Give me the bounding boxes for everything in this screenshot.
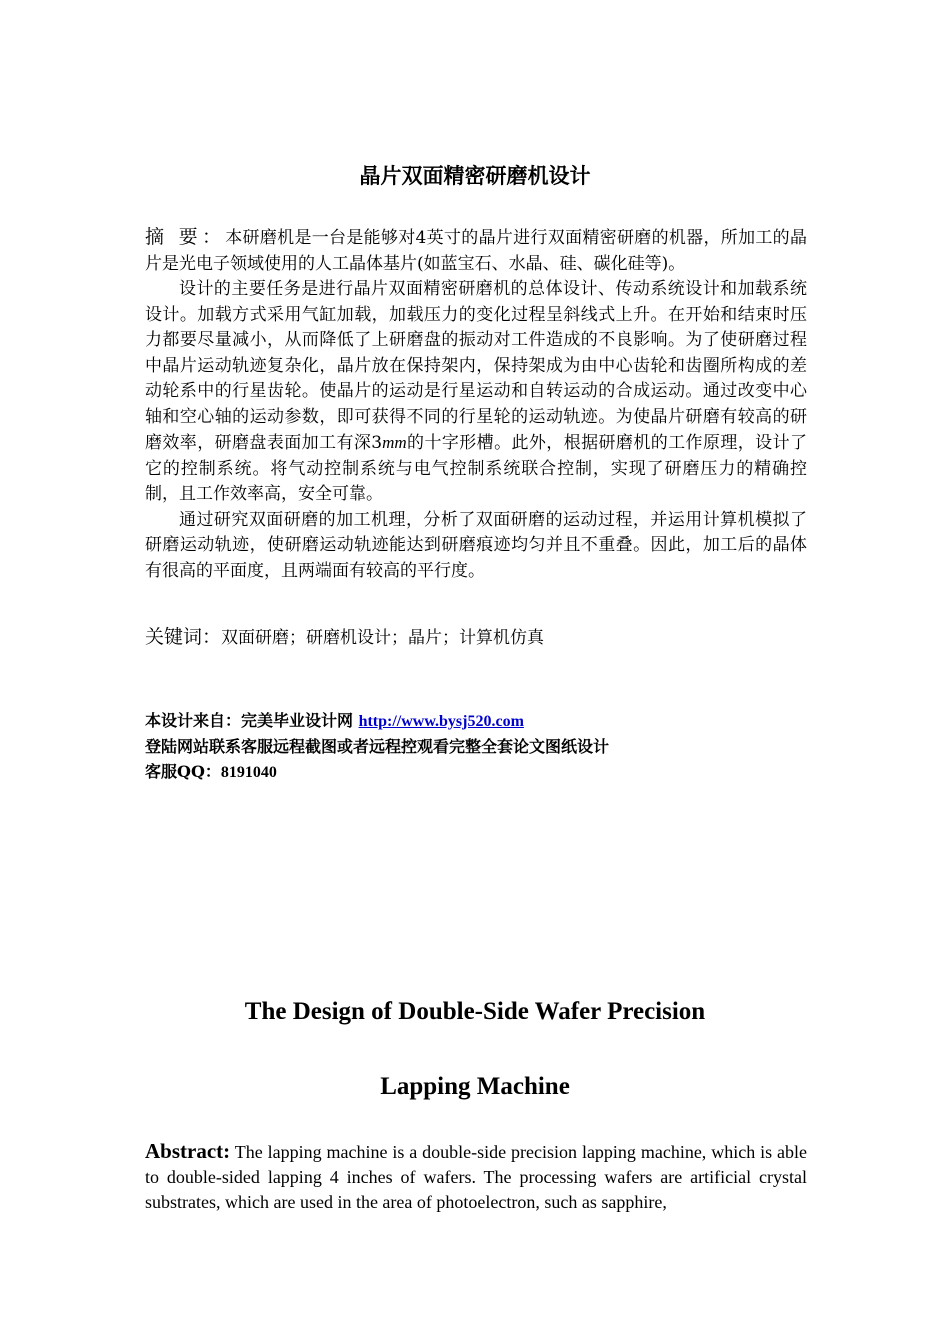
keywords-label: 关键词： <box>145 626 222 648</box>
source-line-3 <box>145 759 845 785</box>
english-title-line-2: Lapping Machine <box>380 1073 570 1100</box>
abstract-label: 摘 要： <box>145 226 226 248</box>
qq-number: 8191040 <box>220 764 277 781</box>
abstract-text-2a: 设计的主要任务是进行晶片双面精密研磨机的总体设计、传动系统设计和加载系统设计。加载方式采用气缸加载，加载压力的变化过程呈斜线式上升。在开始和结束时压力都要尽量减小，从而降低了上研磨盘的振动对工件造成的不良影响。为了使研磨过程中晶片运动轨迹复杂化，晶片放在保持架内，保持架成为由中心齿轮和齿圈所构成的差动轮系中的行星齿轮。使晶片的运动是行星运动和自转运动的合成运动。通过改变中心轴和空心轴的运动参数，即可获得不同的行星轮的运动轨迹。为使晶片研磨有较高的研磨效率，研磨盘表面加工有深3 <box>145 279 807 453</box>
keywords <box>145 622 807 649</box>
abstract-text-1: 本研磨机是一台是能够对4英寸的晶片进行双面精密研磨的机器，所加工的晶片是光电子领域使用的人工晶体基片(如蓝宝石、水晶、硅、碳化硅等)。 <box>145 228 807 274</box>
source-notice <box>145 708 845 785</box>
chinese-title: 晶片双面精密研磨机设计 <box>359 164 591 188</box>
chinese-abstract <box>145 225 807 584</box>
source-prefix: 本设计来自：完美毕业设计网 <box>145 711 359 730</box>
source-link[interactable]: http://www.bysj520.com <box>358 713 524 730</box>
abstract-paragraph-3: 通过研究双面研磨的加工机理，分析了双面研磨的运动过程，并运用计算机模拟了研磨运动轨迹，使研磨运动轨迹能达到研磨痕迹均匀并且不重叠。因此，加工后的晶体有很高的平面度，且两端面有较高的平行度。 <box>145 509 807 581</box>
english-abstract <box>145 1139 807 1215</box>
english-abstract-label: Abstract: <box>145 1139 231 1163</box>
abstract-text-2b: 的十字形槽。此外，根据研磨机的工作原理，设计了它的控制系统。将气动控制系统与电气控制系统联合控制，实现了研磨压力的精确控制，且工作效率高，安全可靠。 <box>145 433 807 504</box>
english-abstract-text: The lapping machine is a double-side precision lapping machine, which is able to double-sided lapping 4 inches of wafers. The processing wafers are artificial crystal substrates, which are used in the area of photoelectron, such as sapphire, <box>145 1142 807 1212</box>
abstract-paragraph-2 <box>145 277 807 508</box>
keywords-text: 双面研磨；研磨机设计；晶片；计算机仿真 <box>221 628 545 648</box>
unit-mm: mm <box>382 433 407 452</box>
qq-label: 客服QQ： <box>145 762 221 781</box>
source-line-2: 登陆网站联系客服远程截图或者远程控观看完整全套论文图纸设计 <box>145 737 610 756</box>
english-title-line-1: The Design of Double-Side Wafer Precision <box>244 998 706 1025</box>
source-line-1 <box>145 708 845 734</box>
abstract-paragraph-1 <box>145 225 807 277</box>
